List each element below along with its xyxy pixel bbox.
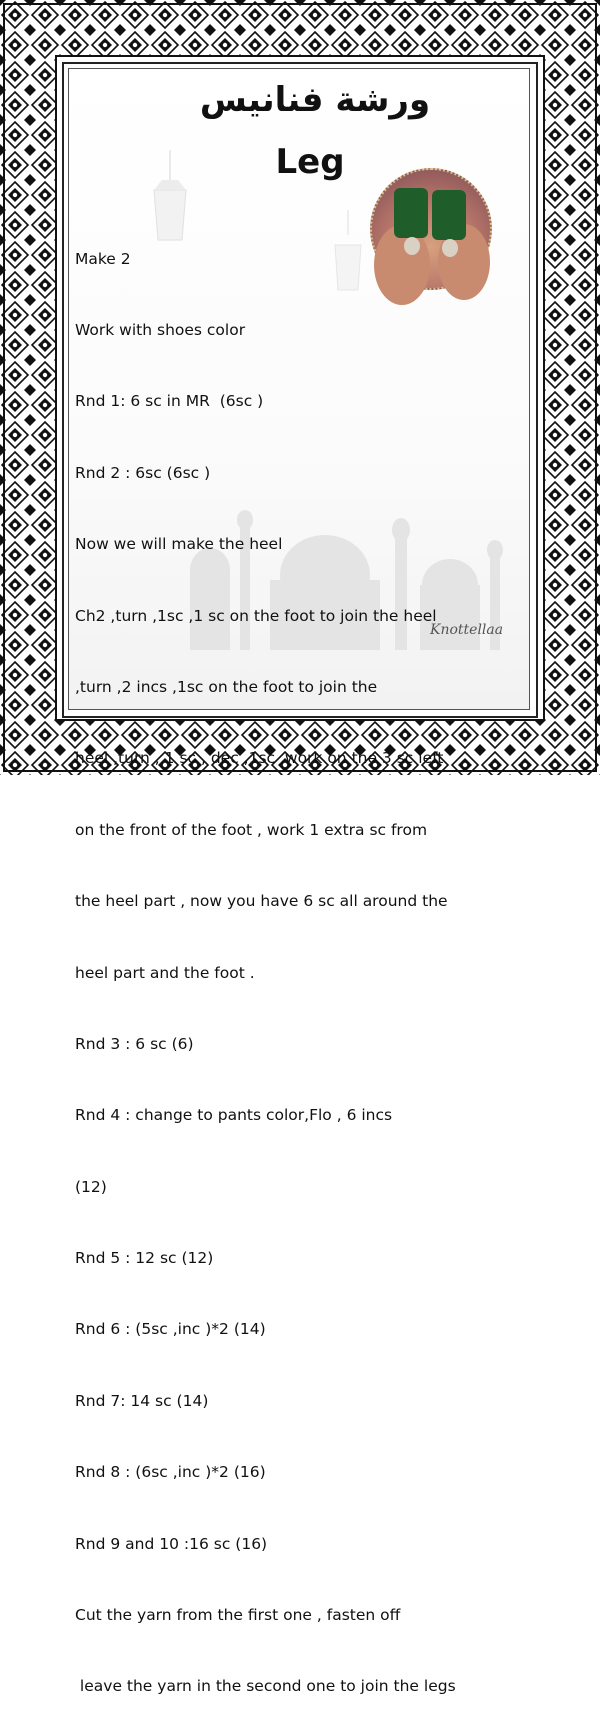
pattern-line: Rnd 3 : 6 sc (6) — [75, 1034, 194, 1053]
pattern-line: Rnd 9 and 10 :16 sc (16) — [75, 1534, 268, 1553]
pattern-line: Rnd 6 : (5sc ,inc )*2 (14) — [75, 1320, 266, 1339]
pattern-line: Cut the yarn from the first one , fasten off — [75, 1606, 401, 1625]
pattern-line: (12) — [75, 1177, 107, 1196]
pattern-instructions — [75, 200, 475, 1723]
pattern-line: Rnd 8 : (6sc ,inc )*2 (16) — [75, 1463, 266, 1482]
pattern-line: Rnd 5 : 12 sc (12) — [75, 1249, 214, 1268]
pattern-line: Rnd 1: 6 sc in MR (6sc ) — [75, 392, 264, 411]
pattern-line: Work with shoes color — [75, 320, 246, 339]
pattern-line: on the front of the foot , work 1 extra sc from — [75, 820, 428, 839]
pattern-line: Rnd 4 : change to pants color,Flo , 6 incs — [75, 1106, 393, 1125]
page-title: Leg — [275, 142, 345, 182]
author-signature: Knottellaa — [430, 622, 504, 638]
arabic-title: ورشة فنانيس — [199, 80, 431, 120]
pattern-line: heel ,turn , 1 sc , dec ,1sc ,work on the 3 sc left — [75, 749, 444, 768]
pattern-line: Make 2 — [75, 249, 131, 268]
pattern-line: the heel part , now you have 6 sc all around the — [75, 892, 448, 911]
pattern-line: Ch2 ,turn ,1sc ,1 sc on the foot to join the heel — [75, 606, 437, 625]
pattern-line: ,turn ,2 incs ,1sc on the foot to join the — [75, 677, 378, 696]
pattern-line: leave the yarn in the second one to join the legs — [75, 1677, 456, 1696]
pattern-line: Rnd 7: 14 sc (14) — [75, 1391, 209, 1410]
pattern-line: Now we will make the heel — [75, 535, 283, 554]
pattern-line: heel part and the foot . — [75, 963, 255, 982]
pattern-line: Rnd 2 : 6sc (6sc ) — [75, 463, 211, 482]
